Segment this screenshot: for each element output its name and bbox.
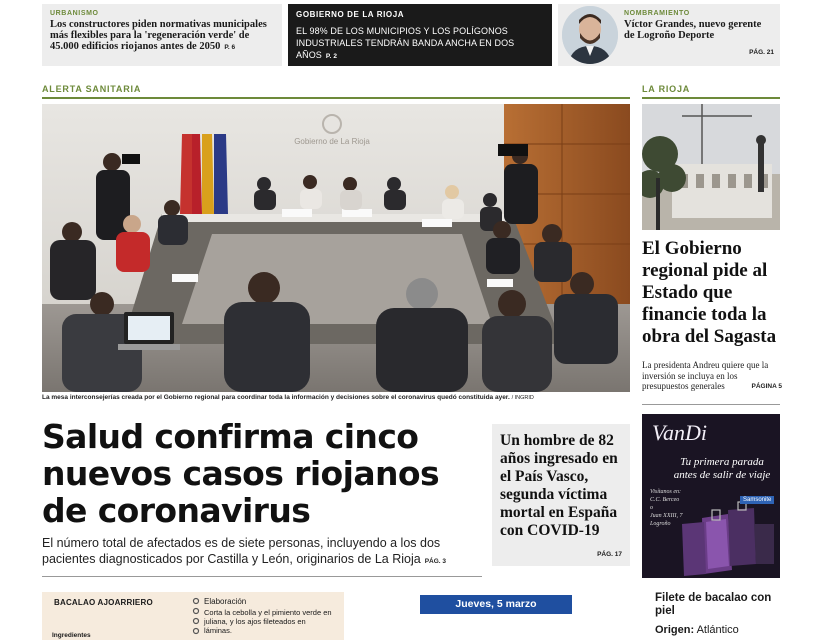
dek-text: La presidenta Andreu quiere que la inversión se incluya en los presupuestos generales xyxy=(642,360,769,391)
divider xyxy=(42,576,482,577)
main-subhead xyxy=(42,535,486,570)
teaser-nombramiento[interactable] xyxy=(558,4,780,66)
secondary-headline: Un hombre de 82 años ingresado en el País Vasco, segunda víctima mortal en España con COVID-19 xyxy=(500,432,618,539)
notebook-spiral-icon xyxy=(192,596,200,640)
teaser-headline: Víctor Grandes, nuevo gerente de Logroño Deporte xyxy=(624,19,762,41)
teaser-urbanismo[interactable] xyxy=(42,4,282,66)
teaser-kicker: NOMBRAMIENTO xyxy=(624,10,690,17)
recipe-steps-text: Corta la cebolla y el pimiento verde en juliana, y los ajos fileteados en láminas. xyxy=(204,608,332,635)
right-story-photo[interactable] xyxy=(642,104,780,230)
ad-address-line: Visítanos en: xyxy=(650,489,682,495)
section-rule xyxy=(42,97,630,99)
recipe-card[interactable] xyxy=(42,592,344,640)
food-origin-value: Atlántico xyxy=(696,624,739,636)
section-rule xyxy=(642,97,780,99)
food-origin xyxy=(655,624,739,636)
ad-brand-logo: VanDi xyxy=(652,420,707,445)
section-label-main: ALERTA SANITARIA xyxy=(42,84,142,94)
page-ref: PÁG. 3 xyxy=(424,558,447,565)
page-ref: P. 6 xyxy=(224,44,236,51)
teaser-kicker: URBANISMO xyxy=(50,10,99,17)
page-ref: P. 2 xyxy=(325,53,338,60)
photo-caption xyxy=(42,394,630,401)
ad-address-line: Juan XXIII, 7 xyxy=(650,513,683,519)
divider xyxy=(642,404,780,405)
main-photo[interactable] xyxy=(42,104,630,392)
ad-address-line: C.C. Berceo xyxy=(650,497,680,503)
food-origin-label: Origen: xyxy=(655,624,695,636)
caption-text: La mesa interconsejerías creada por el Gobierno regional para coordinar toda la información y decisiones sobre el coronavirus quedó constituida ayer. xyxy=(42,394,510,401)
ad-slogan: Tu primera parada antes de salir de viaje xyxy=(673,456,771,481)
section-label-right: LA RIOJA xyxy=(642,84,691,94)
secondary-story-box[interactable] xyxy=(492,424,630,566)
teaser-gobierno[interactable] xyxy=(288,4,552,66)
right-story-headline[interactable]: El Gobierno regional pide al Estado que financie toda la obra del Sagasta xyxy=(642,238,777,347)
page-ref: PÁG. 21 xyxy=(749,49,774,56)
wall-sign: Gobierno de La Rioja xyxy=(294,137,370,146)
teaser-headline: Los constructores piden normativas municipales más flexibles para la 'regeneración verde' de 45.000 edificios riojanos antes de 2050 xyxy=(50,19,267,52)
page-ref: PÁG. 17 xyxy=(597,551,622,558)
page-ref: PÁGINA 5 xyxy=(751,383,782,390)
teaser-text xyxy=(296,25,544,63)
avatar xyxy=(562,6,618,64)
ad-address-line: Logroño xyxy=(650,521,671,527)
date-badge: Jueves, 5 marzo xyxy=(420,595,572,614)
advertisement-vandi[interactable] xyxy=(642,414,780,578)
ad-address xyxy=(650,488,683,528)
teaser-headline: EL 98% DE LOS MUNICIPIOS Y LOS POLÍGONOS INDUSTRIALES TENDRÁN BANDA ANCHA EN DOS AÑOS xyxy=(296,26,515,60)
recipe-steps-label: Elaboración xyxy=(204,597,247,606)
recipe-title: BACALAO AJOARRIERO xyxy=(54,598,153,607)
photo-credit: / INGRID xyxy=(511,395,534,401)
ad-address-line: o xyxy=(650,505,653,511)
teaser-kicker: GOBIERNO DE LA RIOJA xyxy=(296,10,405,19)
samsonite-badge: Samsonite xyxy=(740,496,774,504)
subhead-text: El número total de afectados es de siete personas, incluyendo a los dos pacientes diagnosticados por Castilla y León, originarios de La Rioja xyxy=(42,536,441,566)
main-headline[interactable]: Salud confirma cinco nuevos casos riojanos de coronavirus xyxy=(42,417,439,530)
recipe-ingredients-label: Ingredientes xyxy=(52,632,91,639)
right-story-dek xyxy=(642,360,782,393)
food-title: Filete de bacalao con piel xyxy=(655,592,772,617)
teaser-text xyxy=(50,19,274,53)
